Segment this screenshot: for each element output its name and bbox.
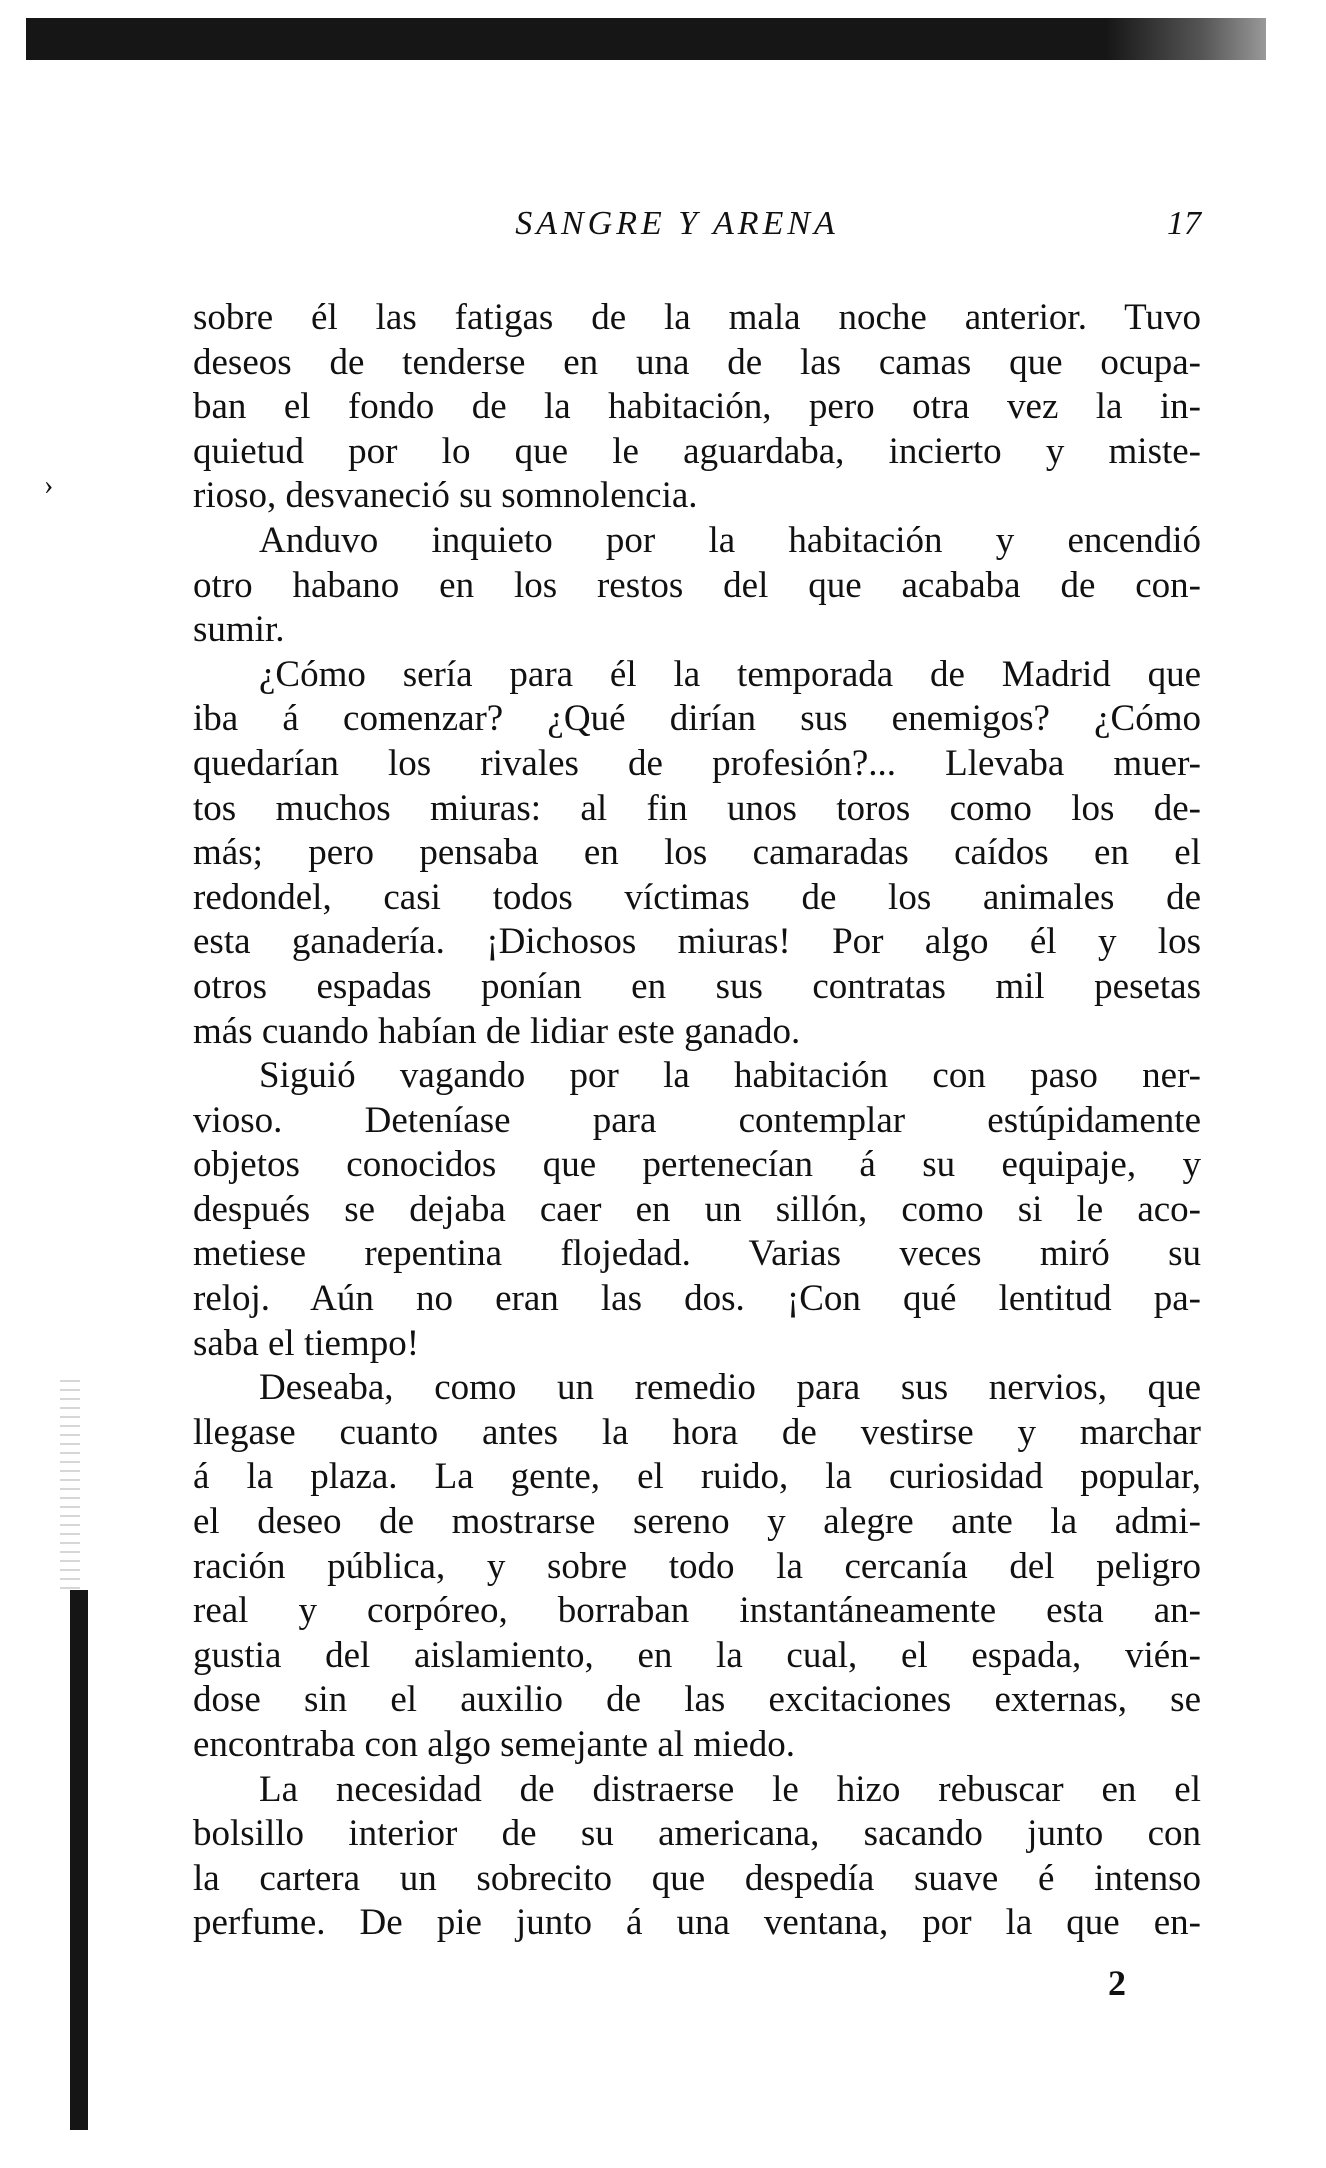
text-line: más; pero pensaba en los camaradas caídos en el xyxy=(193,832,1201,874)
text-line: dose sin el auxilio de las excitaciones externas, se xyxy=(193,1679,1201,1721)
text-line: quedarían los rivales de profesión?... Llevaba muer- xyxy=(193,742,1201,784)
text-line: otros espadas ponían en sus contratas mil pesetas xyxy=(193,965,1201,1007)
text-line: más cuando habían de lidiar este ganado. xyxy=(193,1010,801,1052)
text-line: á la plaza. La gente, el ruido, la curiosidad popular, xyxy=(193,1456,1201,1498)
text-line: otro habano en los restos del que acababa de con- xyxy=(193,564,1201,606)
signature-mark: 2 xyxy=(1108,1963,1126,2003)
running-head xyxy=(193,205,1201,255)
text-line: tos muchos miuras: al fin unos toros como los de- xyxy=(193,787,1201,829)
text-line: ¿Cómo sería para él la temporada de Madrid que xyxy=(259,653,1201,695)
paragraph xyxy=(193,1054,1201,1366)
text-line: real y corpóreo, borraban instantáneamente esta an- xyxy=(193,1590,1201,1632)
text-line: metiese repentina flojedad. Varias veces miró su xyxy=(193,1233,1201,1275)
margin-mark: › xyxy=(44,470,54,501)
text-line: sobre él las fatigas de la mala noche anterior. Tuvo xyxy=(193,297,1201,338)
text-line: la cartera un sobrecito que despedía suave é intenso xyxy=(193,1857,1201,1899)
paragraph xyxy=(193,1366,1201,1767)
text-line: rioso, desvaneció su somnolencia. xyxy=(193,475,698,517)
text-line: deseos de tenderse en una de las camas que ocupa- xyxy=(193,341,1201,383)
text-line: perfume. De pie junto á una ventana, por la que en- xyxy=(193,1902,1201,1944)
text-line: llegase cuanto antes la hora de vestirse y marchar xyxy=(193,1411,1201,1453)
text-line: iba á comenzar? ¿Qué dirían sus enemigos? ¿Cómo xyxy=(193,698,1201,740)
text-line: La necesidad de distraerse le hizo rebuscar en el xyxy=(259,1768,1201,1810)
paragraph xyxy=(193,1768,1201,1946)
text-line: bolsillo interior de su americana, sacando junto con xyxy=(193,1813,1201,1855)
text-line: después se dejaba caer en un sillón, como si le aco- xyxy=(193,1188,1201,1230)
text-line: ración pública, y sobre todo la cercanía del peligro xyxy=(193,1545,1201,1587)
text-line: objetos conocidos que pertenecían á su equipaje, y xyxy=(193,1144,1201,1186)
text-line: redondel, casi todos víctimas de los animales de xyxy=(193,876,1201,918)
text-line: esta ganadería. ¡Dichosos miuras! Por algo él y los xyxy=(193,921,1201,963)
text-line: vioso. Deteníase para contemplar estúpidamente xyxy=(193,1099,1201,1141)
text-line: sumir. xyxy=(193,609,285,651)
page-number: 17 xyxy=(1167,205,1201,242)
text-line: el deseo de mostrarse sereno y alegre ante la admi- xyxy=(193,1501,1201,1543)
scan-top-edge xyxy=(26,18,1266,60)
text-line: ban el fondo de la habitación, pero otra vez la in- xyxy=(193,386,1201,428)
scan-binding-noise xyxy=(60,1380,80,1590)
text-line: Anduvo inquieto por la habitación y encendió xyxy=(259,519,1201,561)
paragraph xyxy=(193,653,1201,1054)
paragraph xyxy=(193,519,1201,653)
text-line: reloj. Aún no eran las dos. ¡Con qué lentitud pa- xyxy=(193,1278,1201,1320)
text-line: Siguió vagando por la habitación con paso ner- xyxy=(259,1055,1201,1097)
text-line: saba el tiempo! xyxy=(193,1322,420,1364)
text-line: gustia del aislamiento, en la cual, el espada, vién- xyxy=(193,1634,1201,1676)
scan-binding-edge xyxy=(70,1590,88,2130)
paragraph xyxy=(193,296,1201,519)
text-line: quietud por lo que le aguardaba, incierto y miste- xyxy=(193,430,1201,472)
text-line: Deseaba, como un remedio para sus nervios, que xyxy=(259,1367,1201,1409)
text-line: encontraba con algo semejante al miedo. xyxy=(193,1724,796,1765)
body-text xyxy=(193,296,1201,1946)
book-title: SANGRE Y ARENA xyxy=(515,205,839,242)
